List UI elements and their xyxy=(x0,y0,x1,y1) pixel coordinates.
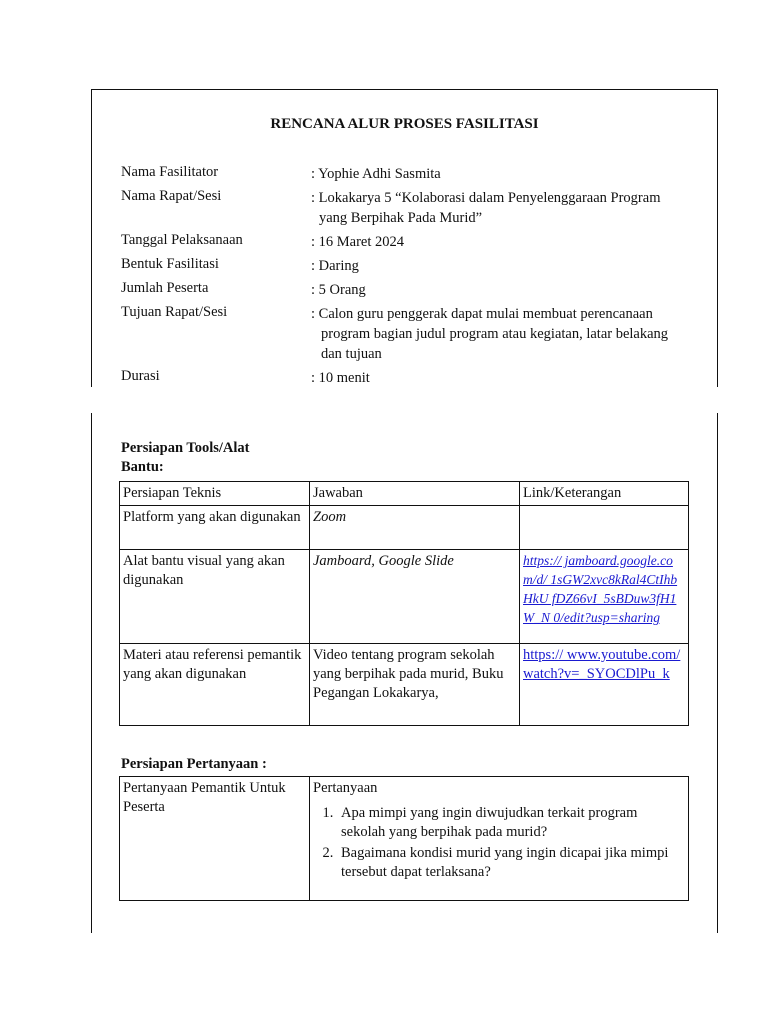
questions-table xyxy=(119,776,689,901)
table-cell: Jamboard, Google Slide xyxy=(310,550,520,644)
table-cell xyxy=(520,644,689,726)
table-cell: Platform yang akan digunakan xyxy=(120,506,310,550)
table-cell xyxy=(520,550,689,644)
info-label: Bentuk Fasilitasi xyxy=(121,256,219,272)
info-label: Tanggal Pelaksanaan xyxy=(121,232,243,248)
question-list xyxy=(313,804,685,882)
info-label: Jumlah Peserta xyxy=(121,280,209,296)
table-row xyxy=(120,506,689,550)
questions-heading: Persiapan Pertanyaan : xyxy=(121,756,267,772)
jamboard-link[interactable]: https:// jamboard.google.com/d/ 1sGW2xvc8kRal4CtIhbHkU fDZ66vI_5sBDuw3fH1W_N 0/edit?usp=sharing xyxy=(523,553,678,625)
tools-heading: Persiapan Tools/Alat Bantu: xyxy=(121,440,250,475)
table-cell xyxy=(310,777,689,901)
table-cell xyxy=(520,506,689,550)
table-row xyxy=(120,550,689,644)
document-title: RENCANA ALUR PROSES FASILITASI xyxy=(270,116,539,132)
info-label: Durasi xyxy=(121,368,160,384)
table-header: Link/Keterangan xyxy=(520,482,689,506)
list-item: 2. Bagaimana kondisi murid yang ingin dicapai jika mimpi tersebut dapat terlaksana? xyxy=(337,844,685,882)
table-header: Persiapan Teknis xyxy=(120,482,310,506)
table-header: Jawaban xyxy=(310,482,520,506)
info-value: : 10 menit xyxy=(311,370,370,386)
table-cell: Pertanyaan Pemantik Untuk Peserta xyxy=(120,777,310,901)
info-value: : Daring xyxy=(311,258,359,274)
info-label: Nama Rapat/Sesi xyxy=(121,188,222,204)
info-label: Tujuan Rapat/Sesi xyxy=(121,304,228,320)
info-value: : Yophie Adhi Sasmita xyxy=(311,166,441,182)
info-value: : 16 Maret 2024 xyxy=(311,234,405,250)
info-value: : 5 Orang xyxy=(311,282,366,298)
info-value: : Lokakarya 5 “Kolaborasi dalam Penyelenggaraan Program yang Berpihak Pada Murid” xyxy=(311,190,661,226)
table-row xyxy=(120,777,689,901)
info-value: : Calon guru penggerak dapat mulai membuat perencanaan program bagian judul program atau kegiatan, latar belakang dan tujuan xyxy=(311,306,669,362)
table-cell: Video tentang program sekolah yang berpihak pada murid, Buku Pegangan Lokakarya, xyxy=(310,644,520,726)
table-cell: Materi atau referensi pemantik yang akan digunakan xyxy=(120,644,310,726)
info-label: Nama Fasilitator xyxy=(121,164,219,180)
table-cell: Zoom xyxy=(310,506,520,550)
list-item: 1. Apa mimpi yang ingin diwujudkan terkait program sekolah yang berpihak pada murid? xyxy=(337,804,685,842)
table-cell: Alat bantu visual yang akan digunakan xyxy=(120,550,310,644)
tools-table xyxy=(119,481,689,726)
table-row xyxy=(120,644,689,726)
youtube-link[interactable]: https:// www.youtube.com/ watch?v=_SYOCDlPu_k xyxy=(523,647,681,682)
questions-header: Pertanyaan xyxy=(313,780,378,796)
table-header-row xyxy=(120,482,689,506)
